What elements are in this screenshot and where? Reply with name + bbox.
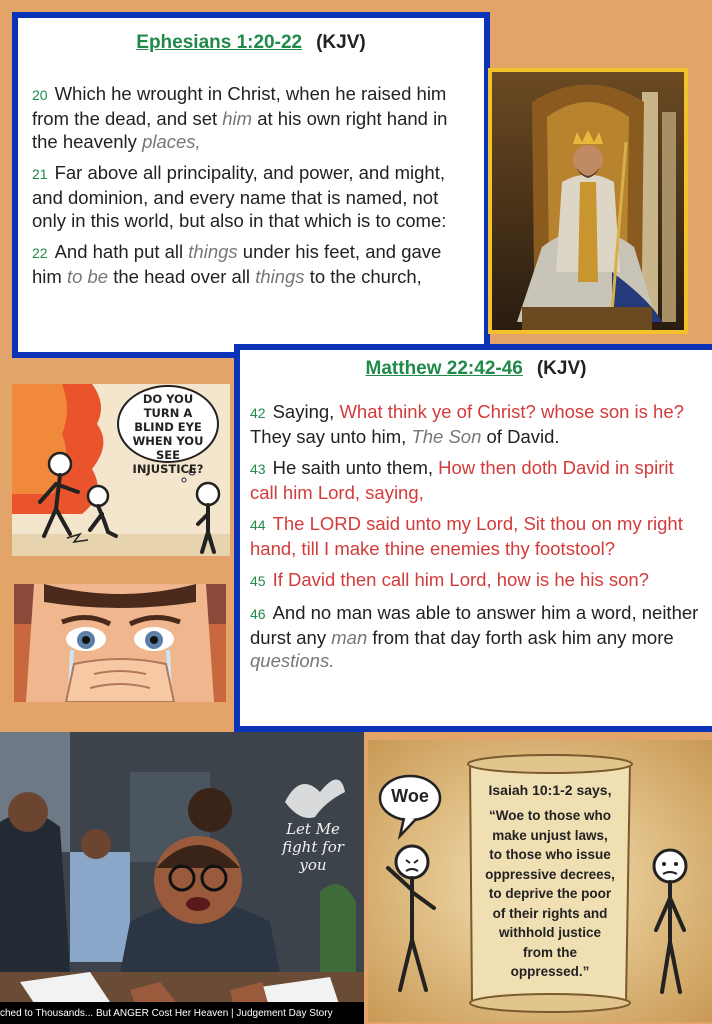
- matthew-reference-link[interactable]: Matthew 22:42-46: [365, 358, 523, 379]
- verse-number: 46: [250, 606, 266, 622]
- verse-text: And no man was able to answer him a word, neither durst any: [250, 602, 699, 648]
- isaiah-scroll-title: Isaiah 10:1-2 says,: [488, 782, 612, 798]
- verse-text: He saith unto them,: [272, 457, 439, 478]
- verse-number: 44: [250, 517, 266, 533]
- comic-speech-bubble: DO YOU TURN A BLIND EYE WHEN YOU SEE INJUSTICE?: [132, 392, 204, 476]
- matthew-passage-box: [234, 344, 712, 732]
- ephesians-reference-link[interactable]: Ephesians 1:20-22: [136, 32, 303, 53]
- verse-red-letter: What think ye of Christ? whose son is he?: [339, 401, 684, 422]
- ephesians-passage-box: [12, 12, 490, 358]
- video-caption[interactable]: ched to Thousands... But ANGER Cost Her Heaven | Judgement Day Story: [0, 1008, 333, 1019]
- verse-text: under his feet, and gave him: [32, 241, 442, 287]
- verse-46: [250, 601, 702, 672]
- verse-italic: places,: [142, 131, 201, 152]
- verse-text: from that day forth ask him any more: [367, 627, 674, 648]
- verse-21: [32, 161, 470, 232]
- king-illustration: [492, 72, 684, 330]
- verse-44: [250, 512, 702, 560]
- verse-20: [32, 82, 470, 153]
- overlay-script-text: Let Me fight for you: [282, 820, 344, 874]
- verse-italic: The Son: [411, 426, 482, 447]
- verse-number: 42: [250, 405, 266, 421]
- woe-isaiah-comic: [368, 740, 712, 1022]
- verse-italic: to be: [66, 266, 109, 287]
- crying-face-image: [14, 584, 226, 702]
- verse-red-letter: If David then call him Lord, how is he his son?: [272, 569, 649, 590]
- verse-red-letter: How then doth David in spirit call him Lord, saying,: [250, 457, 674, 503]
- verse-number: 20: [32, 87, 48, 103]
- matthew-version: (KJV): [536, 358, 587, 379]
- verse-43: [250, 456, 702, 504]
- office-illustration: [0, 732, 364, 1024]
- verse-45: [250, 568, 702, 593]
- matthew-reference: [250, 358, 702, 380]
- verse-text: of David.: [481, 426, 560, 447]
- blind-eye-comic: [12, 384, 230, 556]
- verse-text: Far above all principality, and power, and might, and dominion, and every name that is named, not only in this world, but also in that which is to come:: [32, 162, 447, 231]
- verse-italic: man: [331, 627, 368, 648]
- crying-face-illustration: [14, 584, 226, 702]
- verse-number: 21: [32, 166, 48, 182]
- office-anger-scene: [0, 732, 364, 1024]
- verse-number: 43: [250, 461, 266, 477]
- verse-text: They say unto him,: [250, 426, 412, 447]
- verse-italic: him: [222, 108, 253, 129]
- verse-42: [250, 400, 702, 448]
- verse-italic: questions.: [250, 650, 335, 671]
- verse-number: 22: [32, 245, 48, 261]
- throne-king-image: [488, 68, 688, 334]
- verse-red-letter: The LORD said unto my Lord, Sit thou on my right hand, till I make thine enemies thy footstool?: [250, 513, 683, 559]
- verse-text: Saying,: [272, 401, 340, 422]
- verse-text: at his own right hand in the heavenly: [32, 108, 448, 152]
- isaiah-scroll-text: “Woe to those who make unjust laws, to those who issue oppressive decrees, to deprive the poor of their rights and withhold justice from the oppressed.”: [485, 808, 615, 979]
- verse-italic: things: [255, 266, 305, 287]
- verse-text: Which he wrought in Christ, when he raised him from the dead, and set: [32, 83, 447, 129]
- ephesians-version: (KJV): [316, 32, 366, 53]
- verse-italic: things: [188, 241, 238, 262]
- verse-text: the head over all: [108, 266, 256, 287]
- verse-number: 45: [250, 573, 266, 589]
- verse-text: to the church,: [304, 266, 422, 287]
- verse-text: And hath put all: [54, 241, 189, 262]
- verse-22: [32, 240, 470, 288]
- ephesians-reference: [32, 32, 470, 54]
- woe-speech-bubble: Woe: [391, 786, 429, 806]
